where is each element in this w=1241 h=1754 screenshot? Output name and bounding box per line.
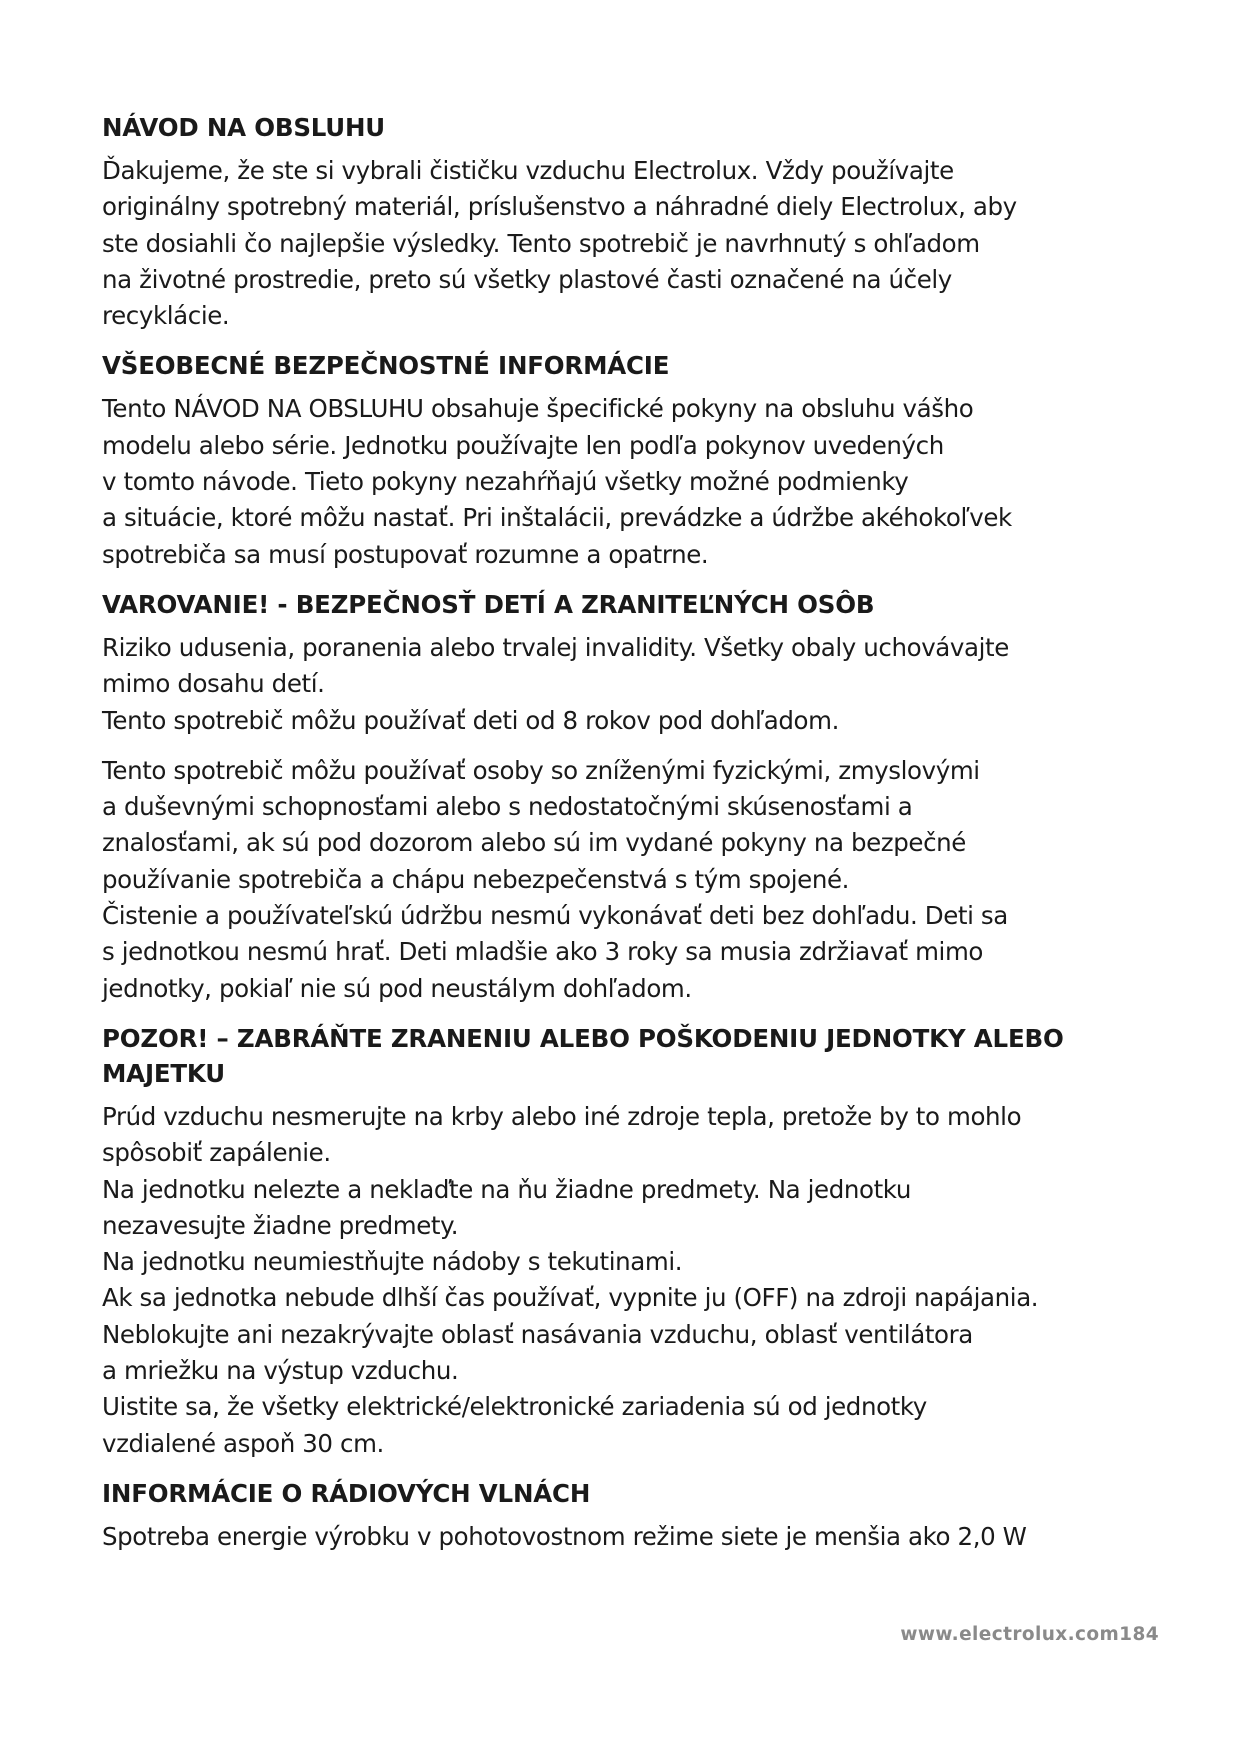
- section-heading-general-safety: VŠEOBECNÉ BEZPEČNOSTNÉ INFORMÁCIE: [102, 351, 670, 381]
- paragraph-child-safety-1: [102, 630, 1152, 739]
- text-line: Tento spotrebič môžu používať osoby so zníženými fyzickými, zmyslovými: [102, 755, 980, 785]
- heading-line: MAJETKU: [102, 1058, 225, 1088]
- text-line: ste dosiahli čo najlepšie výsledky. Tento spotrebič je navrhnutý s ohľadom: [102, 228, 980, 258]
- paragraph-child-safety-2: [102, 753, 1152, 1007]
- text-line: znalosťami, ak sú pod dozorom alebo sú im vydané pokyny na bezpečné: [102, 828, 966, 858]
- text-line: jednotky, pokiaľ nie sú pod neustálym dohľadom.: [102, 973, 692, 1003]
- paragraph-radio: [102, 1519, 1152, 1555]
- text-line: Riziko udusenia, poranenia alebo trvalej invalidity. Všetky obaly uchovávajte: [102, 632, 1009, 662]
- text-line: v tomto návode. Tieto pokyny nezahŕňajú všetky možné podmienky: [102, 467, 909, 497]
- text-line: mimo dosahu detí.: [102, 669, 325, 699]
- text-line: Uistite sa, že všetky elektrické/elektronické zariadenia sú od jednotky: [102, 1392, 927, 1422]
- text-line: a duševnými schopnosťami alebo s nedostatočnými skúsenosťami a: [102, 792, 913, 822]
- text-line: vzdialené aspoň 30 cm.: [102, 1428, 384, 1458]
- section-heading-child-safety: VAROVANIE! - BEZPEČNOSŤ DETÍ A ZRANITEĽNÝCH OSÔB: [102, 589, 875, 619]
- text-line: Ďakujeme, že ste si vybrali čističku vzduchu Electrolux. Vždy používajte: [102, 156, 954, 185]
- text-line: Neblokujte ani nezakrývajte oblasť nasávania vzduchu, oblasť ventilátora: [102, 1319, 973, 1349]
- footer-website-page-number: www.electrolux.com184: [900, 1624, 1159, 1645]
- text-line: Na jednotku neumiestňujte nádoby s tekutinami.: [102, 1247, 683, 1277]
- text-line: používanie spotrebiča a chápu nebezpečenstvá s tým spojené.: [102, 864, 850, 894]
- text-line: a mriežku na výstup vzduchu.: [102, 1356, 459, 1386]
- paragraph-caution: [102, 1099, 1152, 1462]
- text-line: Ak sa jednotka nebude dlhší čas používať, vypnite ju (OFF) na zdroji napájania.: [102, 1283, 1039, 1313]
- text-line: Čistenie a používateľskú údržbu nesmú vykonávať deti bez dohľadu. Deti sa: [102, 901, 1008, 931]
- text-line: recyklácie.: [102, 301, 230, 331]
- text-line: Tento NÁVOD NA OBSLUHU obsahuje špecifické pokyny na obsluhu vášho: [102, 394, 974, 424]
- text-line: Spotreba energie výrobku v pohotovostnom režime siete je menšia ako 2,0 W: [102, 1521, 1027, 1551]
- paragraph-intro: [102, 153, 1152, 334]
- text-line: spotrebiča sa musí postupovať rozumne a opatrne.: [102, 539, 709, 569]
- section-heading-radio: INFORMÁCIE O RÁDIOVÝCH VLNÁCH: [102, 1478, 591, 1508]
- text-line: nezavesujte žiadne predmety.: [102, 1210, 459, 1240]
- section-heading-navod: NÁVOD NA OBSLUHU: [102, 113, 386, 142]
- text-line: Tento spotrebič môžu používať deti od 8 rokov pod dohľadom.: [102, 705, 839, 735]
- text-line: Na jednotku nelezte a neklaďte na ňu žiadne predmety. Na jednotku: [102, 1174, 911, 1204]
- heading-line: POZOR! – ZABRÁŇTE ZRANENIU ALEBO POŠKODENIU JEDNOTKY ALEBO: [102, 1023, 1064, 1053]
- text-line: a situácie, ktoré môžu nastať. Pri inštalácii, prevádzke a údržbe akéhokoľvek: [102, 503, 1012, 533]
- paragraph-general-safety: [102, 391, 1152, 572]
- text-line: s jednotkou nesmú hrať. Deti mladšie ako 3 roky sa musia zdržiavať mimo: [102, 937, 984, 967]
- section-heading-caution: [102, 1021, 1152, 1091]
- manual-page: [102, 110, 1152, 1569]
- text-line: modelu alebo série. Jednotku používajte len podľa pokynov uvedených: [102, 430, 944, 460]
- text-line: originálny spotrebný materiál, príslušenstvo a náhradné diely Electrolux, aby: [102, 192, 1017, 222]
- text-line: na životné prostredie, preto sú všetky plastové časti označené na účely: [102, 264, 952, 294]
- text-line: Prúd vzduchu nesmerujte na krby alebo iné zdroje tepla, pretože by to mohlo: [102, 1101, 1022, 1131]
- text-line: spôsobiť zapálenie.: [102, 1138, 331, 1168]
